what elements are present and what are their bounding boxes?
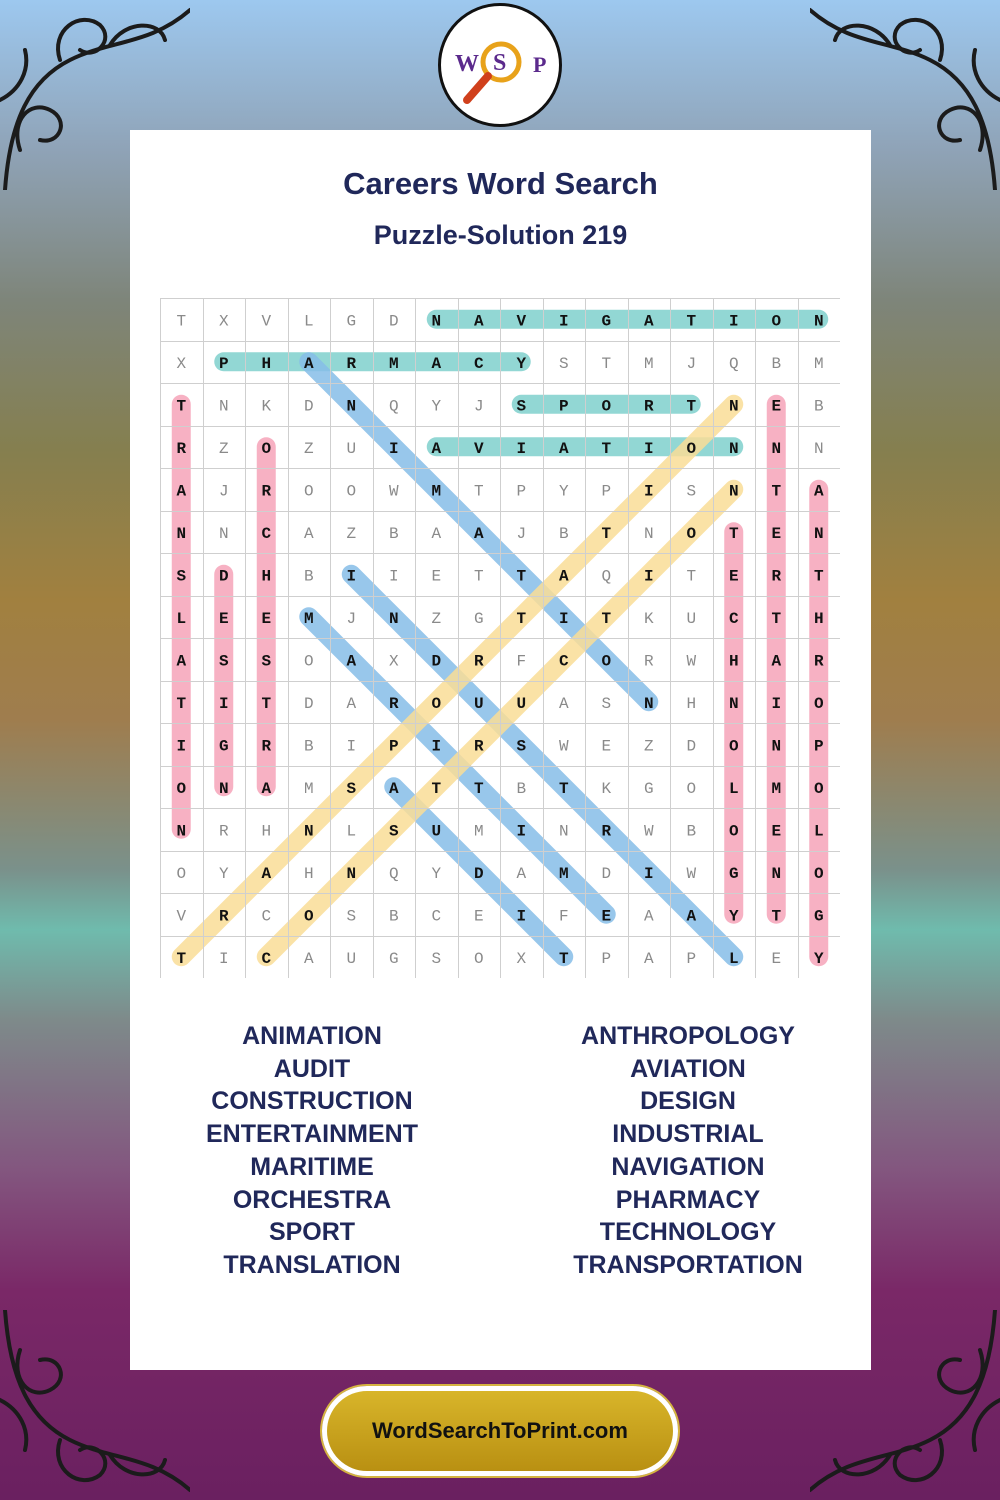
- grid-cell-letter: J: [516, 524, 527, 543]
- grid-cell-letter: A: [261, 864, 272, 883]
- grid-cell-letter: R: [771, 567, 782, 586]
- grid-cell-letter: O: [303, 652, 314, 671]
- grid-cell-letter: L: [813, 822, 824, 841]
- grid-cell-letter: T: [176, 312, 187, 331]
- grid-cell-letter: A: [643, 312, 654, 331]
- grid-cell-letter: A: [176, 482, 187, 501]
- grid-cell-letter: O: [601, 397, 612, 416]
- grid-cell-letter: O: [473, 949, 484, 968]
- grid-cell-letter: N: [813, 312, 824, 331]
- grid-cell-letter: A: [558, 694, 569, 713]
- grid-cell-letter: W: [643, 822, 654, 841]
- grid-cell-letter: A: [176, 652, 187, 671]
- grid-cell-letter: S: [261, 652, 272, 671]
- grid-cell-letter: K: [643, 609, 654, 628]
- grid-cell-letter: Z: [346, 524, 357, 543]
- grid-cell-letter: S: [601, 694, 612, 713]
- grid-cell-letter: I: [516, 907, 527, 926]
- grid-cell-letter: A: [558, 439, 569, 458]
- word-search-grid: [160, 298, 840, 978]
- grid-cell-letter: R: [176, 439, 187, 458]
- grid-cell-letter: A: [813, 482, 824, 501]
- word-list-item: ORCHESTRA: [232, 1185, 392, 1214]
- grid-cell-letter: J: [346, 609, 357, 628]
- grid-cell-letter: M: [643, 354, 654, 373]
- grid-cell-letter: B: [516, 779, 527, 798]
- grid-cell-letter: E: [473, 907, 484, 926]
- grid-cell-letter: T: [473, 779, 484, 798]
- grid-cell-letter: T: [771, 609, 782, 628]
- grid-cell-letter: P: [813, 737, 824, 756]
- grid-cell-letter: S: [686, 482, 697, 501]
- grid-cell-letter: I: [388, 567, 399, 586]
- grid-cell-letter: X: [218, 312, 229, 331]
- grid-cell-letter: U: [473, 694, 484, 713]
- grid-cell-letter: J: [218, 482, 229, 501]
- grid-cell-letter: G: [728, 864, 739, 883]
- grid-cell-letter: R: [643, 397, 654, 416]
- grid-cell-letter: W: [558, 737, 569, 756]
- grid-cell-letter: I: [558, 312, 569, 331]
- grid-cell-letter: T: [176, 397, 187, 416]
- grid-cell-letter: A: [431, 439, 442, 458]
- word-list-item: AVIATION: [630, 1054, 746, 1083]
- grid-cell-letter: A: [261, 779, 272, 798]
- grid-cell-letter: N: [771, 864, 782, 883]
- grid-cell-letter: D: [473, 864, 484, 883]
- grid-cell-letter: P: [388, 737, 399, 756]
- grid-cell-letter: S: [388, 822, 399, 841]
- grid-cell-letter: T: [813, 567, 824, 586]
- grid-cell-letter: Q: [388, 864, 399, 883]
- grid-cell-letter: R: [261, 737, 272, 756]
- grid-cell-letter: D: [601, 864, 612, 883]
- grid-cell-letter: P: [686, 949, 697, 968]
- grid-cell-letter: S: [558, 354, 569, 373]
- grid-cell-letter: S: [346, 779, 357, 798]
- grid-cell-letter: B: [388, 524, 399, 543]
- grid-cell-letter: G: [601, 312, 612, 331]
- grid-cell-letter: T: [771, 907, 782, 926]
- word-list-item: CONSTRUCTION: [211, 1087, 413, 1116]
- grid-cell-letter: D: [686, 737, 697, 756]
- grid-cell-letter: N: [431, 312, 442, 331]
- grid-cell-letter: A: [686, 907, 697, 926]
- grid-cell-letter: P: [218, 354, 229, 373]
- word-list-item: TRANSPORTATION: [573, 1250, 803, 1279]
- grid-cell-letter: R: [218, 907, 229, 926]
- grid-cell-letter: O: [771, 312, 782, 331]
- word-list-item: NAVIGATION: [611, 1152, 765, 1181]
- grid-cell-letter: L: [346, 822, 357, 841]
- grid-cell-letter: N: [218, 397, 229, 416]
- grid-cell-letter: P: [558, 397, 569, 416]
- grid-cell-letter: A: [303, 524, 314, 543]
- grid-cell-letter: M: [388, 354, 399, 373]
- grid-cell-letter: K: [261, 397, 272, 416]
- grid-cell-letter: T: [686, 397, 697, 416]
- grid-cell-letter: E: [771, 397, 782, 416]
- word-list-item: SPORT: [268, 1218, 356, 1247]
- page-title: Careers Word Search: [343, 166, 658, 201]
- grid-cell-letter: E: [771, 524, 782, 543]
- grid-cell-letter: T: [176, 694, 187, 713]
- grid-cell-letter: O: [686, 779, 697, 798]
- grid-cell-letter: O: [601, 652, 612, 671]
- grid-cell-letter: I: [176, 737, 187, 756]
- grid-cell-letter: D: [388, 312, 399, 331]
- grid-cell-letter: O: [686, 524, 697, 543]
- grid-cell-letter: L: [728, 949, 739, 968]
- grid-cell-letter: T: [473, 567, 484, 586]
- grid-cell-letter: N: [771, 439, 782, 458]
- grid-cell-letter: N: [388, 609, 399, 628]
- grid-cell-letter: I: [516, 439, 527, 458]
- grid-cell-letter: E: [771, 949, 782, 968]
- grid-cell-letter: G: [813, 907, 824, 926]
- word-list-item: TRANSLATION: [223, 1250, 401, 1279]
- grid-cell-letter: A: [558, 567, 569, 586]
- grid-cell-letter: I: [346, 737, 357, 756]
- grid-cell-letter: L: [176, 609, 187, 628]
- grid-cell-letter: O: [728, 822, 739, 841]
- grid-cell-letter: W: [388, 482, 399, 501]
- grid-cell-letter: B: [558, 524, 569, 543]
- grid-cell-letter: Y: [431, 864, 442, 883]
- grid-cell-letter: N: [218, 779, 229, 798]
- grid-cell-letter: R: [813, 652, 824, 671]
- logo-letter-w: W: [455, 51, 479, 77]
- grid-cell-letter: F: [516, 652, 527, 671]
- grid-cell-letter: E: [261, 609, 272, 628]
- grid-cell-letter: M: [303, 609, 314, 628]
- word-list-item: AUDIT: [273, 1054, 351, 1083]
- grid-cell-letter: N: [558, 822, 569, 841]
- word-list-item: INDUSTRIAL: [612, 1120, 764, 1149]
- grid-cell-letter: T: [686, 312, 697, 331]
- grid-cell-letter: N: [813, 524, 824, 543]
- grid-cell-letter: A: [431, 354, 442, 373]
- grid-cell-letter: Q: [601, 567, 612, 586]
- grid-cell-letter: I: [558, 609, 569, 628]
- grid-cell-letter: B: [686, 822, 697, 841]
- grid-cell-letter: I: [516, 822, 527, 841]
- grid-cell-letter: O: [261, 439, 272, 458]
- grid-cell-letter: T: [601, 439, 612, 458]
- website-link-button[interactable]: [322, 1386, 678, 1476]
- grid-cell-letter: D: [218, 567, 229, 586]
- grid-cell-letter: B: [813, 397, 824, 416]
- grid-cell-letter: T: [516, 609, 527, 628]
- grid-cell-letter: T: [558, 949, 569, 968]
- grid-cell-letter: N: [176, 524, 187, 543]
- logo-letter-s: S: [493, 50, 507, 76]
- grid-cell-letter: T: [771, 482, 782, 501]
- grid-cell-letter: N: [346, 397, 357, 416]
- word-list-item: ANTHROPOLOGY: [581, 1022, 795, 1050]
- grid-cell-letter: S: [346, 907, 357, 926]
- grid-cell-letter: E: [218, 609, 229, 628]
- grid-cell-letter: B: [388, 907, 399, 926]
- grid-cell-letter: N: [218, 524, 229, 543]
- grid-cell-letter: O: [728, 737, 739, 756]
- word-list-item: TECHNOLOGY: [599, 1218, 777, 1247]
- grid-cell-letter: A: [643, 907, 654, 926]
- grid-cell-letter: N: [643, 524, 654, 543]
- grid-cell-letter: F: [558, 907, 569, 926]
- grid-cell-letter: E: [771, 822, 782, 841]
- grid-cell-letter: M: [303, 779, 314, 798]
- grid-cell-letter: E: [728, 567, 739, 586]
- grid-cell-letter: W: [686, 864, 697, 883]
- grid-cell-letter: H: [728, 652, 739, 671]
- grid-cell-letter: L: [728, 779, 739, 798]
- grid-cell-letter: R: [473, 737, 484, 756]
- word-list-item: MARITIME: [250, 1152, 374, 1181]
- grid-cell-letter: I: [218, 694, 229, 713]
- grid-cell-letter: O: [346, 482, 357, 501]
- grid-cell-letter: U: [346, 439, 357, 458]
- word-list-item: ENTERTAINMENT: [205, 1120, 419, 1149]
- grid-cell-letter: A: [473, 524, 484, 543]
- grid-cell-letter: Q: [728, 354, 739, 373]
- grid-cell-letter: A: [346, 694, 357, 713]
- grid-cell-letter: A: [388, 779, 399, 798]
- grid-cell-letter: P: [516, 482, 527, 501]
- grid-cell-letter: G: [643, 779, 654, 798]
- grid-cell-letter: H: [261, 822, 272, 841]
- grid-cell-letter: D: [431, 652, 442, 671]
- grid-cell-letter: U: [431, 822, 442, 841]
- grid-cell-letter: X: [388, 652, 399, 671]
- grid-cell-letter: A: [346, 652, 357, 671]
- grid-cell-letter: K: [601, 779, 612, 798]
- grid-cell-letter: N: [346, 864, 357, 883]
- grid-cell-letter: O: [303, 907, 314, 926]
- grid-cell-letter: I: [218, 949, 229, 968]
- grid-cell-letter: V: [261, 312, 272, 331]
- grid-cell-letter: E: [601, 737, 612, 756]
- grid-cell-letter: J: [686, 354, 697, 373]
- grid-cell-letter: C: [558, 652, 569, 671]
- word-list-left: [92, 1020, 532, 1282]
- grid-cell-letter: I: [643, 567, 654, 586]
- grid-cell-letter: E: [431, 567, 442, 586]
- website-link-label: WordSearchToPrint.com: [372, 1418, 628, 1443]
- grid-cell-letter: L: [303, 312, 314, 331]
- grid-cell-letter: N: [728, 482, 739, 501]
- grid-cell-letter: U: [516, 694, 527, 713]
- grid-cell-letter: N: [303, 822, 314, 841]
- grid-cell-letter: Z: [643, 737, 654, 756]
- grid-cell-letter: I: [388, 439, 399, 458]
- grid-cell-letter: I: [431, 737, 442, 756]
- grid-cell-letter: Y: [218, 864, 229, 883]
- grid-cell-letter: O: [176, 779, 187, 798]
- grid-cell-letter: O: [813, 694, 824, 713]
- grid-cell-letter: T: [261, 694, 272, 713]
- grid-cell-letter: T: [601, 609, 612, 628]
- grid-cell-letter: N: [728, 397, 739, 416]
- grid-cell-letter: N: [176, 822, 187, 841]
- word-list-item: ANIMATION: [242, 1022, 382, 1050]
- grid-cell-letter: D: [303, 694, 314, 713]
- grid-cell-letter: Y: [516, 354, 527, 373]
- grid-cell-letter: I: [643, 439, 654, 458]
- grid-cell-letter: P: [601, 949, 612, 968]
- grid-cell-letter: U: [686, 609, 697, 628]
- grid-cell-letter: R: [643, 652, 654, 671]
- grid-cell-letter: B: [771, 354, 782, 373]
- grid-cell-letter: M: [558, 864, 569, 883]
- wsp-logo[interactable]: [438, 3, 562, 127]
- grid-cell-letter: P: [601, 482, 612, 501]
- grid-cell-letter: N: [728, 439, 739, 458]
- grid-cell-letter: A: [516, 864, 527, 883]
- word-list-right: [468, 1020, 908, 1282]
- grid-cell-letter: I: [643, 482, 654, 501]
- grid-cell-letter: V: [473, 439, 484, 458]
- grid-cell-letter: A: [431, 524, 442, 543]
- grid-cell-letter: S: [176, 567, 187, 586]
- grid-cell-letter: V: [176, 907, 187, 926]
- grid-cell-letter: S: [516, 737, 527, 756]
- grid-cell-letter: O: [813, 779, 824, 798]
- grid-cell-letter: N: [643, 694, 654, 713]
- grid-cell-letter: C: [431, 907, 442, 926]
- grid-cell-letter: R: [346, 354, 357, 373]
- grid-cell-letter: Z: [431, 609, 442, 628]
- grid-cell-letter: C: [261, 907, 272, 926]
- grid-cell-letter: I: [728, 312, 739, 331]
- grid-cell-letter: T: [176, 949, 187, 968]
- grid-cell-letter: A: [473, 312, 484, 331]
- grid-cell-letter: A: [303, 949, 314, 968]
- logo-letter-p: P: [533, 52, 547, 77]
- grid-cell-letter: I: [346, 567, 357, 586]
- grid-cell-letter: B: [303, 737, 314, 756]
- grid-cell-letter: Y: [431, 397, 442, 416]
- grid-cell-letter: H: [813, 609, 824, 628]
- grid-cell-letter: M: [431, 482, 442, 501]
- grid-cell-letter: C: [473, 354, 484, 373]
- grid-cell-letter: U: [346, 949, 357, 968]
- grid-cell-letter: T: [431, 779, 442, 798]
- grid-cell-letter: R: [218, 822, 229, 841]
- grid-cell-letter: H: [686, 694, 697, 713]
- grid-cell-letter: S: [431, 949, 442, 968]
- grid-cell-letter: N: [728, 694, 739, 713]
- solution-highlight-industrial: [351, 574, 734, 957]
- grid-cell-letter: I: [643, 864, 654, 883]
- grid-cell-letter: C: [728, 609, 739, 628]
- grid-cell-letter: O: [431, 694, 442, 713]
- grid-cell-letter: T: [473, 482, 484, 501]
- grid-cell-letter: W: [686, 652, 697, 671]
- grid-cell-letter: R: [388, 694, 399, 713]
- grid-cell-letter: C: [261, 524, 272, 543]
- grid-cell-letter: Y: [813, 949, 824, 968]
- grid-cell-letter: R: [261, 482, 272, 501]
- grid-cell-letter: H: [261, 567, 272, 586]
- grid-cell-letter: I: [771, 694, 782, 713]
- grid-cell-letter: O: [176, 864, 187, 883]
- grid-cell-letter: M: [813, 354, 824, 373]
- grid-cell-letter: Y: [558, 482, 569, 501]
- grid-cell-letter: N: [813, 439, 824, 458]
- grid-cell-letter: S: [218, 652, 229, 671]
- grid-cell-letter: Q: [388, 397, 399, 416]
- grid-cell-letter: G: [388, 949, 399, 968]
- grid-cell-letter: T: [601, 524, 612, 543]
- grid-cell-letter: S: [516, 397, 527, 416]
- grid-cell-letter: N: [771, 737, 782, 756]
- grid-cell-letter: A: [643, 949, 654, 968]
- page-subtitle: Puzzle-Solution 219: [373, 220, 628, 250]
- grid-cell-letter: A: [303, 354, 314, 373]
- grid-cell-letter: O: [303, 482, 314, 501]
- grid-cell-letter: X: [516, 949, 527, 968]
- grid-cell-letter: B: [303, 567, 314, 586]
- grid-cell-letter: M: [473, 822, 484, 841]
- grid-cell-letter: M: [771, 779, 782, 798]
- grid-cell-letter: J: [473, 397, 484, 416]
- grid-cell-letter: Y: [728, 907, 739, 926]
- grid-cell-letter: O: [813, 864, 824, 883]
- grid-cell-letter: T: [728, 524, 739, 543]
- grid-cell-letter: O: [686, 439, 697, 458]
- grid-cell-letter: X: [176, 354, 187, 373]
- grid-cell-letter: E: [601, 907, 612, 926]
- grid-cell-letter: C: [261, 949, 272, 968]
- grid-cell-letter: A: [771, 652, 782, 671]
- grid-cell-letter: T: [601, 354, 612, 373]
- grid-cell-letter: H: [303, 864, 314, 883]
- grid-cell-letter: H: [261, 354, 272, 373]
- grid-cell-letter: R: [601, 822, 612, 841]
- grid-cell-letter: T: [686, 567, 697, 586]
- grid-cell-letter: T: [558, 779, 569, 798]
- word-list-item: DESIGN: [640, 1087, 736, 1116]
- grid-cell-letter: R: [473, 652, 484, 671]
- grid-cell-letter: Z: [218, 439, 229, 458]
- grid-cell-letter: G: [346, 312, 357, 331]
- grid-cell-letter: Z: [303, 439, 314, 458]
- grid-cell-letter: T: [516, 567, 527, 586]
- grid-cell-letter: G: [218, 737, 229, 756]
- grid-cell-letter: V: [516, 312, 527, 331]
- word-list-item: PHARMACY: [615, 1185, 761, 1214]
- grid-cell-letter: G: [473, 609, 484, 628]
- grid-cell-letter: D: [303, 397, 314, 416]
